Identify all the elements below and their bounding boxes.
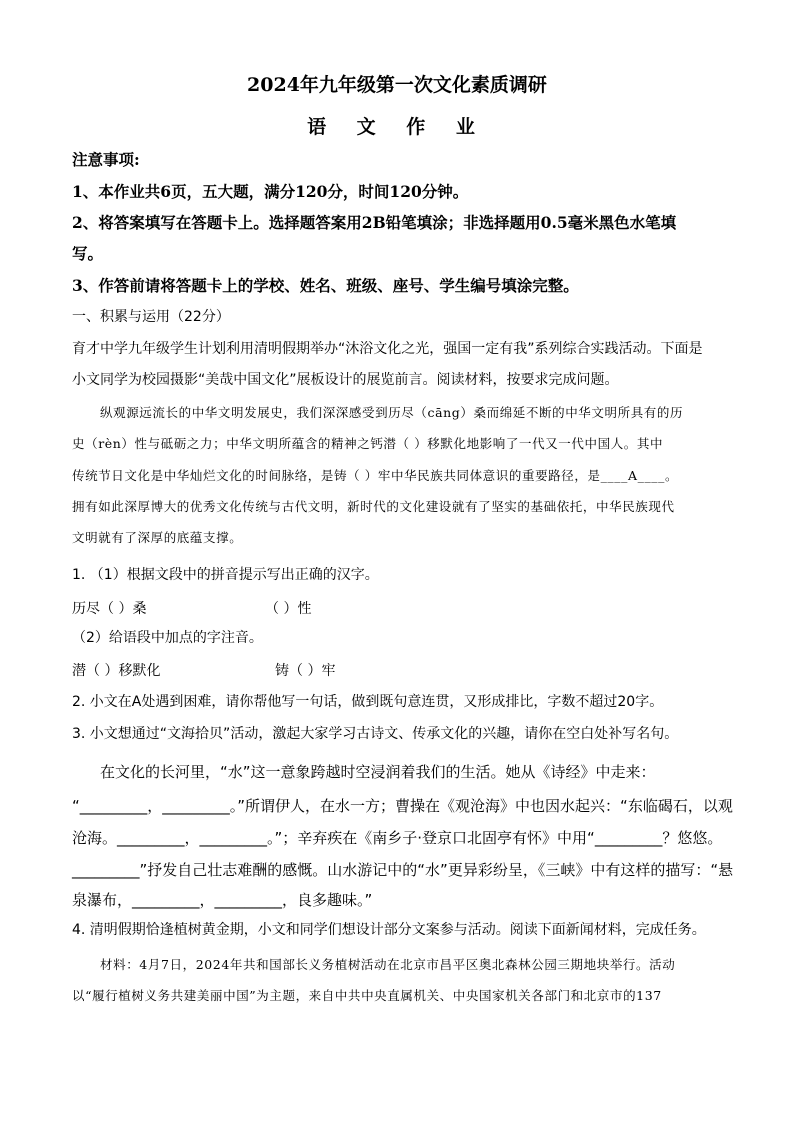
- q1-blank-ren: （ ）性: [265, 601, 312, 617]
- q3-line-1: 在文化的长河里，“水”这一意象跨越时空浸润着我们的生活。她从《诗经》中走来：: [100, 763, 656, 781]
- q1-blank-cang: 历尽（ ）桑: [72, 601, 147, 617]
- notice-item-3: 3、作答前请将答题卡上的学校、姓名、班级、座号、学生编号填涂完整。: [72, 276, 579, 295]
- q3-line-2: “_________，_________。”所谓伊人，在水一方；曹操在《观沧海》中也因水起兴：“东临碣石，以观: [72, 797, 733, 815]
- passage-line-3: 传统节日文化是中华灿烂文化的时间脉络，是铸（ ）牢中华民族共同体意识的重要路径，是____A____。: [72, 468, 679, 483]
- subject-title: 语 文 作 业: [307, 116, 487, 138]
- intro-line-1: 育才中学九年级学生计划利用清明假期举办“沐浴文化之光，强国一定有我”系列综合实践活动。下面是: [72, 341, 703, 357]
- q2-prompt: 2. 小文在A处遇到困难，请你帮他写一句话，做到既句意连贯，又形成排比，字数不超过20字。: [72, 694, 664, 710]
- q4-material-2: 以“履行植树义务共建美丽中国”为主题，来自中共中央直属机关、中央国家机关各部门和北京市的137: [72, 988, 662, 1003]
- notice-heading: 注意事项:: [72, 150, 140, 169]
- passage-line-4: 拥有如此深厚博大的优秀文化传统与古代文明，新时代的文化建设就有了坚实的基础依托，中华民族现代: [72, 499, 675, 514]
- exam-title: 2024年九年级第一次文化素质调研: [247, 74, 547, 96]
- notice-item-2: 2、将答案填写在答题卡上。选择题答案用2B铅笔填涂；非选择题用0.5毫米黑色水笔填: [72, 213, 677, 232]
- q1-blank-qian: 潜（ ）移默化: [72, 663, 161, 679]
- passage-line-1: 纵观源远流长的中华文明发展史，我们深深感受到历尽（cāng）桑而绵延不断的中华文明所具有的历: [100, 405, 684, 420]
- q3-line-3: 沧海。_________，_________。”；辛弃疾在《南乡子·登京口北固亭有怀》中用“_________？悠悠。: [72, 829, 723, 847]
- q1-blank-zhu: 铸（ ）牢: [275, 663, 336, 679]
- intro-line-2: 小文同学为校园摄影“美哉中国文化”展板设计的展览前言。阅读材料，按要求完成问题。: [72, 372, 619, 388]
- q3-line-4: _________”抒发自己壮志难酬的感慨。山水游记中的“水”更异彩纷呈，《三峡》中有这样的描写：“悬: [72, 861, 734, 879]
- passage-line-5: 文明就有了深厚的底蕴支撑。: [72, 530, 243, 545]
- q1-prompt-2: （2）给语段中加点的字注音。: [72, 630, 263, 646]
- q4-prompt: 4. 清明假期恰逢植树黄金期，小文和同学们想设计部分文案参与活动。阅读下面新闻材料，完成任务。: [72, 922, 706, 938]
- passage-line-2: 史（rèn）性与砥砺之力；中华文明所蕴含的精神之钙潜（ ）移默化地影响了一代又一代中国人。其中: [72, 436, 664, 451]
- q4-material-1: 材料：4月7日，2024年共和国部长义务植树活动在北京市昌平区奥北森林公园三期地块举行。活动: [100, 957, 676, 972]
- notice-item-2-cont: 写。: [72, 244, 104, 263]
- q3-prompt: 3. 小文想通过“文海拾贝”活动，激起大家学习古诗文、传承文化的兴趣，请你在空白处补写名句。: [72, 726, 679, 742]
- q3-line-5: 泉瀑布，_________，_________，良多趣味。”: [72, 891, 373, 909]
- notice-item-1: 1、本作业共6页，五大题，满分120分，时间120分钟。: [72, 182, 469, 201]
- section-heading: 一、积累与运用（22分）: [72, 309, 230, 325]
- q1-prompt: 1. （1）根据文段中的拼音提示写出正确的汉字。: [72, 567, 379, 583]
